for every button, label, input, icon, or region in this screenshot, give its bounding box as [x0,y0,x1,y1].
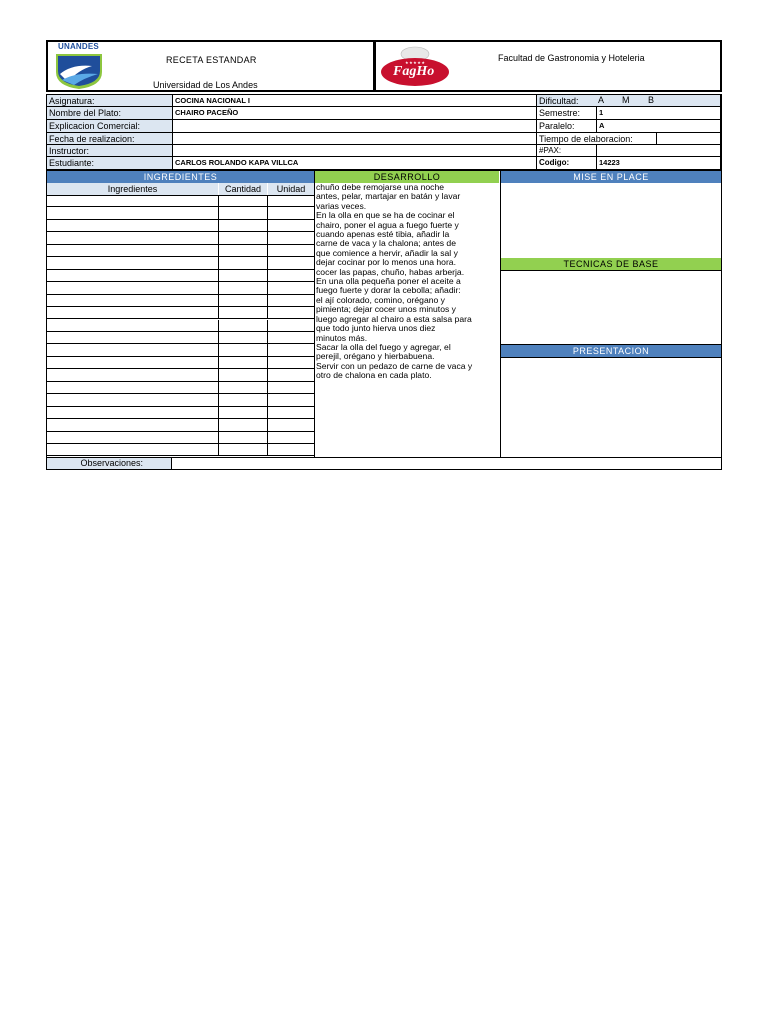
unidad-cell[interactable] [268,407,315,419]
table-row [47,382,315,394]
cantidad-cell[interactable] [219,320,268,332]
fecha-value[interactable] [173,133,537,145]
unidad-cell[interactable] [268,232,315,244]
table-row [47,394,315,406]
observaciones-label: Observaciones: [47,458,172,469]
cantidad-cell[interactable] [219,407,268,419]
unidad-cell[interactable] [268,220,315,232]
desarrollo-header: DESARROLLO [315,171,499,183]
unidad-cell[interactable] [268,357,315,369]
ingredient-cell[interactable] [47,419,219,431]
mise-en-place-header: MISE EN PLACE [501,171,721,183]
fecha-label: Fecha de realizacion: [47,133,173,145]
cantidad-cell[interactable] [219,344,268,356]
cantidad-cell[interactable] [219,382,268,394]
table-row [47,407,315,419]
cantidad-cell[interactable] [219,307,268,319]
unidad-cell[interactable] [268,382,315,394]
mise-en-place-area[interactable] [501,183,721,258]
divider-presentacion-top [501,344,721,345]
divider-tecnicas-top [501,270,721,271]
divider-desarrollo-right [500,171,501,457]
table-row [47,344,315,356]
ingredient-cell[interactable] [47,220,219,232]
ingredient-cell[interactable] [47,282,219,294]
cantidad-cell[interactable] [219,357,268,369]
cantidad-cell[interactable] [219,270,268,282]
unidad-cell[interactable] [268,432,315,444]
ingredient-cell[interactable] [47,369,219,381]
unandes-shield-icon [54,52,104,90]
asignatura-label: Asignatura: [47,95,173,107]
dificultad-label: Dificultad: [537,95,721,107]
cantidad-cell[interactable] [219,220,268,232]
unidad-cell[interactable] [268,282,315,294]
fagho-logo [379,46,451,88]
observaciones-input[interactable] [173,458,721,469]
presentacion-area[interactable] [501,358,721,457]
unidad-cell[interactable] [268,344,315,356]
cantidad-cell[interactable] [219,232,268,244]
ingredient-cell[interactable] [47,295,219,307]
faculty-name: Facultad de Gastronomia y Hoteleria [498,53,645,63]
ingredient-cell[interactable] [47,344,219,356]
ingredient-cell[interactable] [47,245,219,257]
ingredient-cell[interactable] [47,307,219,319]
cantidad-cell[interactable] [219,245,268,257]
unidad-cell[interactable] [268,419,315,431]
dificultad-option-m[interactable]: M [622,95,630,105]
ingredient-cell[interactable] [47,382,219,394]
table-row [47,195,315,207]
table-row [47,295,315,307]
ingredient-cell[interactable] [47,207,219,219]
table-row [47,257,315,269]
cantidad-cell[interactable] [219,282,268,294]
cantidad-cell[interactable] [219,332,268,344]
explicacion-value[interactable] [173,120,537,133]
unidad-cell[interactable] [268,444,315,456]
table-top-border [47,195,315,196]
unidad-cell[interactable] [268,295,315,307]
estudiante-label: Estudiante: [47,157,173,169]
divider-ing-desarrollo [314,171,315,457]
unandes-logo-text: UNANDES [58,42,99,51]
codigo-value[interactable]: 14223 [597,157,721,169]
divider-presentacion-bottom [501,357,721,358]
desarrollo-text[interactable]: chuño debe remojarse una noche antes, pelar, martajar en batán y lavar varias veces. En la olla en que se ha de cocinar el chairo, poner el agua a fuego fuerte y cuando apenas esté tibia, añadir la carne de vaca y la chalona; antes de que comience a hervir, añadir la sal y dejar cocinar por lo menos una hora. cocer las papas, chuño, habas arberja. En una olla pequeña poner el aceite a fuego fuerte y dorar la cebolla; añadir: el ají colorado, comino, orégano y pimienta; dejar cocer unos minutos y luego agregar al chairo a esta salsa para que todo junto hierva unos diez minutos más. Sacar la olla del fuego y agregar, el perejil, orégano y hierbabuena. Servir con un pedazo de carne de vaca y otro de chalona en cada plato. [316,182,473,381]
unidad-cell[interactable] [268,307,315,319]
estudiante-value[interactable]: CARLOS ROLANDO KAPA VILLCA [173,157,537,169]
table-row [47,432,315,444]
col-cantidad: Cantidad [219,183,267,195]
unidad-cell[interactable] [268,369,315,381]
info-grid [46,94,722,170]
table-row [47,419,315,431]
ingredient-cell[interactable] [47,357,219,369]
unidad-cell[interactable] [268,245,315,257]
cantidad-cell[interactable] [219,295,268,307]
presentacion-header: PRESENTACION [501,345,721,357]
tecnicas-area[interactable] [501,271,721,344]
cantidad-cell[interactable] [219,394,268,406]
university-name: Universidad de Los Andes [153,80,258,90]
recipe-title: RECETA ESTANDAR [166,55,257,65]
table-row [47,357,315,369]
dificultad-option-a[interactable]: A [598,95,605,105]
cantidad-cell[interactable] [219,207,268,219]
explicacion-label: Explicacion Comercial: [47,120,173,133]
tiempo-label: Tiempo de elaboracion: [537,133,657,145]
instructor-label: Instructor: [47,145,173,157]
asignatura-value[interactable]: COCINA NACIONAL I [173,95,537,107]
table-row [47,245,315,257]
table-row [47,220,315,232]
dificultad-option-b[interactable]: B [648,95,655,105]
col-ingredientes: Ingredientes [47,183,218,195]
ingredient-cell[interactable] [47,257,219,269]
unidad-cell[interactable] [268,332,315,344]
unidad-cell[interactable] [268,195,315,207]
unandes-logo [52,42,110,90]
pax-value[interactable] [597,145,721,157]
table-row [47,307,315,319]
semestre-value[interactable]: 1 [597,107,721,120]
fagho-stars: ★★★★★ [405,60,426,65]
table-row [47,444,315,456]
ingredient-cell[interactable] [47,332,219,344]
cantidad-cell[interactable] [219,195,268,207]
paralelo-label: Paralelo: [537,120,597,133]
tiempo-value[interactable] [657,133,721,145]
ingredient-cell[interactable] [47,444,219,456]
ingredient-cell[interactable] [47,270,219,282]
cantidad-cell[interactable] [219,432,268,444]
cantidad-cell[interactable] [219,369,268,381]
cantidad-cell[interactable] [219,257,268,269]
table-row [47,320,315,332]
table-row [47,207,315,219]
plato-label: Nombre del Plato: [47,107,173,120]
instructor-value[interactable] [173,145,537,157]
fagho-logo-text: FagHo [393,64,435,79]
tecnicas-header: TECNICAS DE BASE [501,258,721,270]
cantidad-cell[interactable] [219,444,268,456]
unidad-cell[interactable] [268,320,315,332]
col-unidad: Unidad [268,183,314,195]
unidad-cell[interactable] [268,394,315,406]
pax-label: #PAX: [537,145,597,157]
unidad-cell[interactable] [268,207,315,219]
ingredient-cell[interactable] [47,394,219,406]
codigo-label: Codigo: [537,157,597,169]
ingredient-cell[interactable] [47,407,219,419]
ingredient-cell[interactable] [47,432,219,444]
ingredientes-header: INGREDIENTES [47,171,314,183]
unidad-cell[interactable] [268,270,315,282]
plato-value[interactable]: CHAIRO PACEÑO [173,107,537,120]
table-row [47,332,315,344]
paralelo-value[interactable]: A [597,120,721,133]
ingredient-cell[interactable] [47,320,219,332]
ingredient-cell[interactable] [47,232,219,244]
cantidad-cell[interactable] [219,419,268,431]
table-row [47,369,315,381]
semestre-label: Semestre: [537,107,597,120]
ingredient-cell[interactable] [47,195,219,207]
ingredients-table [47,195,315,457]
unidad-cell[interactable] [268,257,315,269]
table-row [47,282,315,294]
table-row [47,232,315,244]
table-row [47,270,315,282]
